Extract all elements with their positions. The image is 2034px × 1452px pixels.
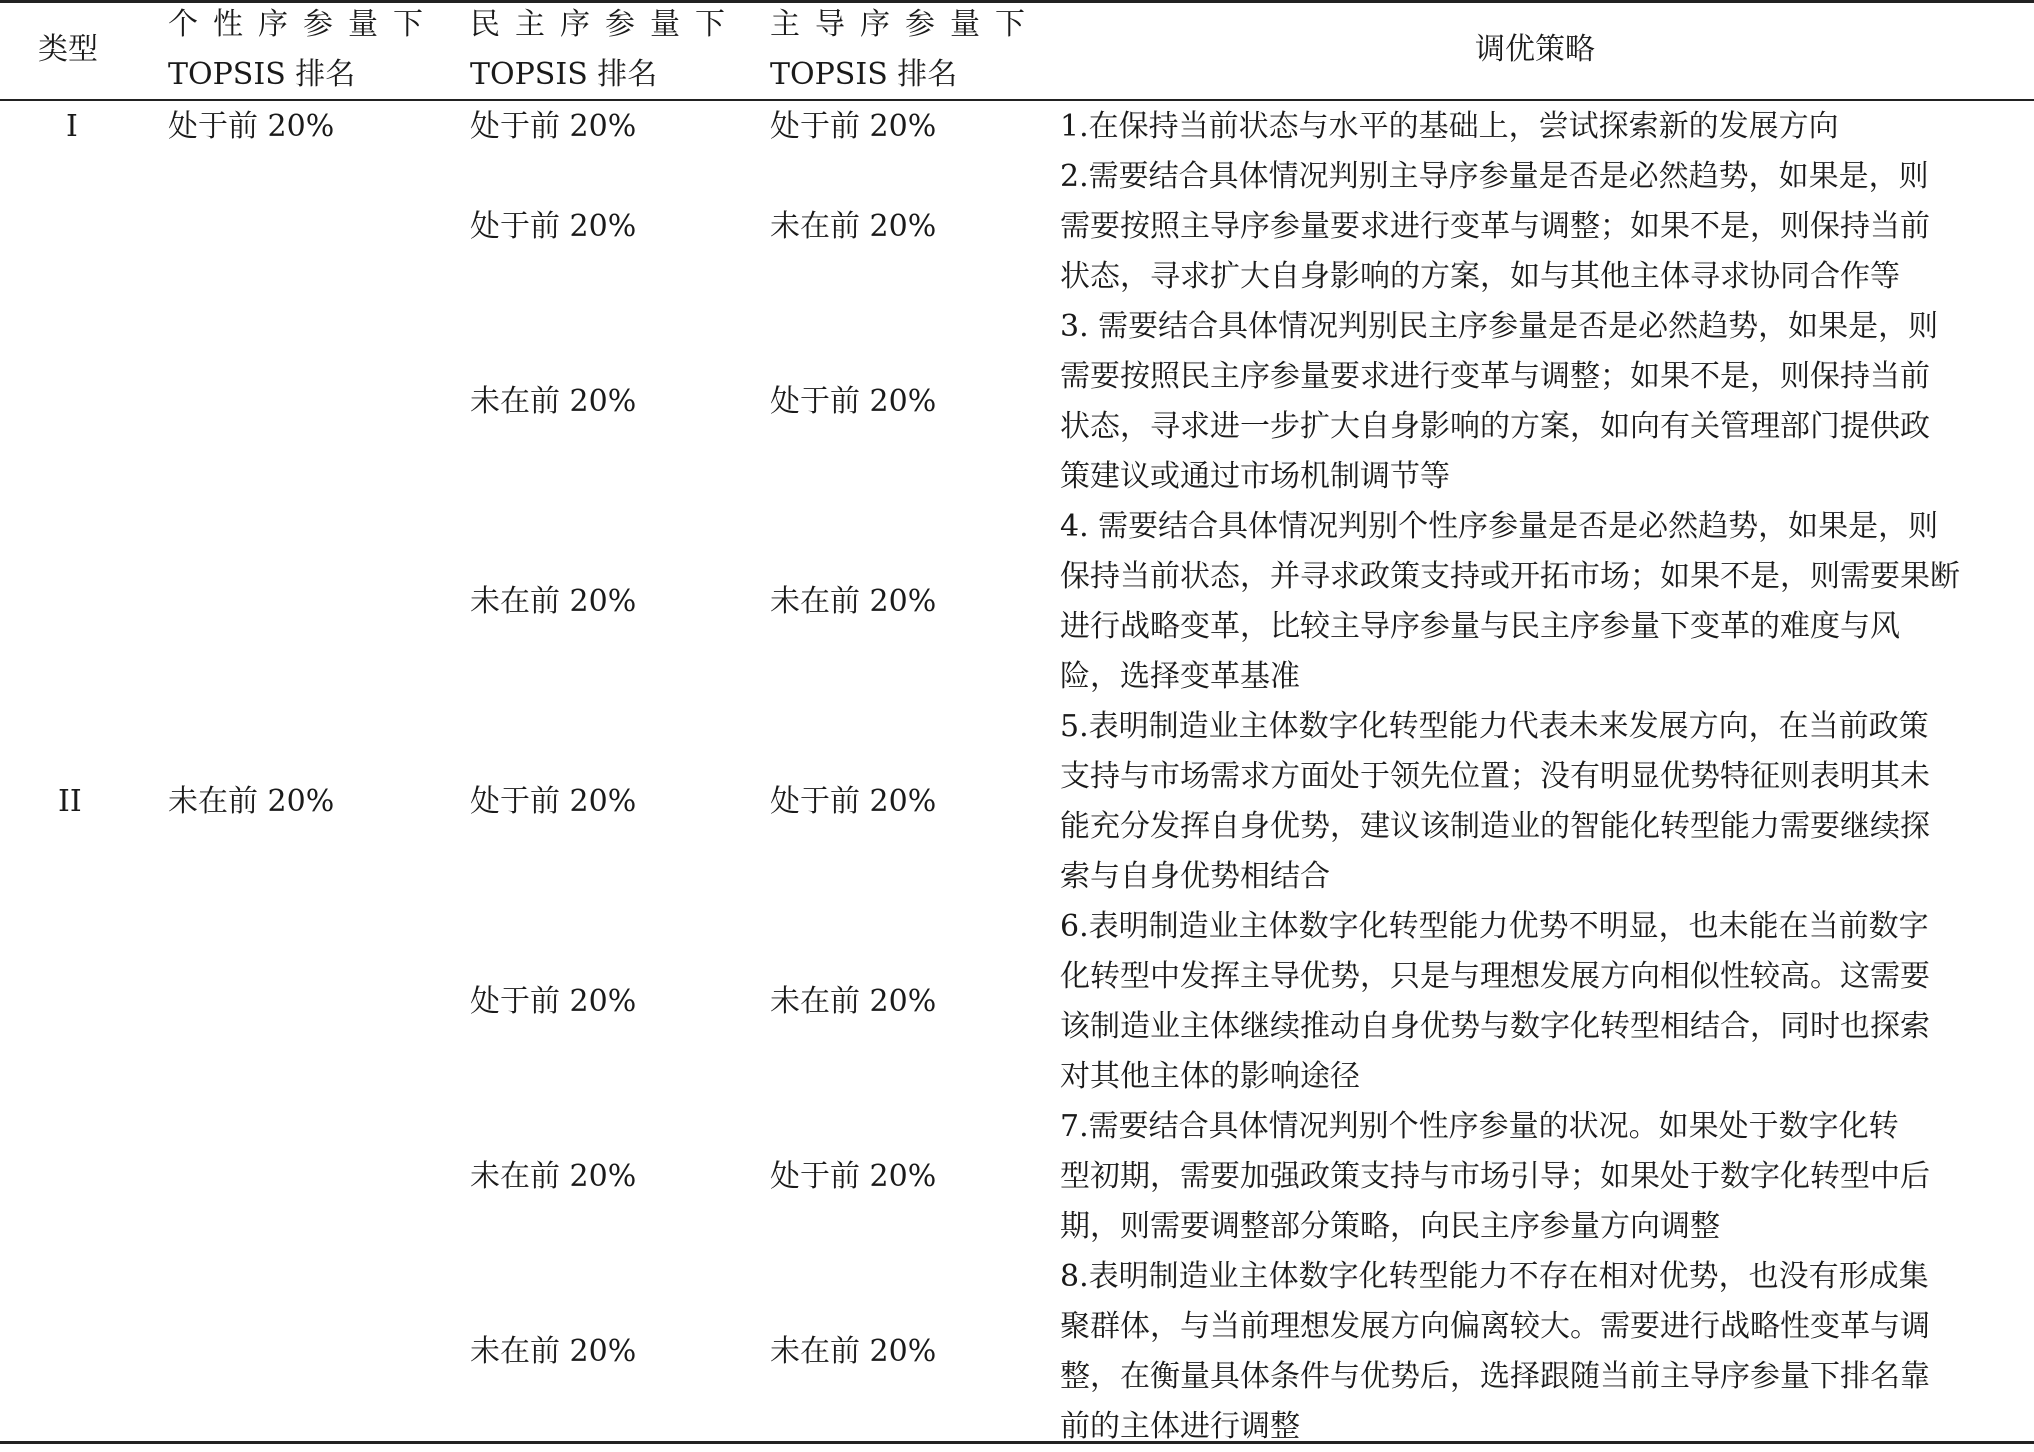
row-col2: 处于前 20% — [470, 109, 637, 144]
strategy-item — [1060, 702, 2020, 902]
header-col2-line2: TOPSIS 排名 — [470, 57, 658, 92]
strategy-line: 6.表明制造业主体数字化转型能力优势不明显，也未能在当前数字 — [1060, 909, 1929, 944]
strategy-line: 7.需要结合具体情况判别个性序参量的状况。如果处于数字化转 — [1060, 1109, 1899, 1144]
row-col3: 未在前 20% — [770, 209, 937, 244]
header-col1-line2: TOPSIS 排名 — [168, 57, 356, 92]
row-col3: 处于前 20% — [770, 384, 937, 419]
strategy-item — [1060, 102, 2020, 152]
strategy-line: 状态，寻求进一步扩大自身影响的方案，如向有关管理部门提供政 — [1060, 409, 1930, 444]
strategy-line: 聚群体，与当前理想发展方向偏离较大。需要进行战略性变革与调 — [1060, 1309, 1930, 1344]
row-col3: 处于前 20% — [770, 784, 937, 819]
strategy-line: 保持当前状态，并寻求政策支持或开拓市场；如果不是，则需要果断 — [1060, 559, 1960, 594]
row-col2: 未在前 20% — [470, 384, 637, 419]
row-col1: 未在前 20% — [168, 784, 335, 819]
strategy-line: 1.在保持当前状态与水平的基础上，尝试探索新的发展方向 — [1060, 109, 1839, 144]
strategy-item — [1060, 1252, 2020, 1452]
strategy-line: 前的主体进行调整 — [1060, 1409, 1300, 1444]
row-col3: 处于前 20% — [770, 1159, 937, 1194]
strategy-line: 整，在衡量具体条件与优势后，选择跟随当前主导序参量下排名靠 — [1060, 1359, 1930, 1394]
strategy-line: 化转型中发挥主导优势，只是与理想发展方向相似性较高。这需要 — [1060, 959, 1930, 994]
strategy-line: 策建议或通过市场机制调节等 — [1060, 459, 1450, 494]
row-col2: 处于前 20% — [470, 784, 637, 819]
strategy-line: 需要按照民主序参量要求进行变革与调整；如果不是，则保持当前 — [1060, 359, 1930, 394]
row-col3: 未在前 20% — [770, 1334, 937, 1369]
strategy-line: 进行战略变革，比较主导序参量与民主序参量下变革的难度与风 — [1060, 609, 1900, 644]
strategy-line: 能充分发挥自身优势，建议该制造业的智能化转型能力需要继续探 — [1060, 809, 1930, 844]
strategy-line: 4. 需要结合具体情况判别个性序参量是否是必然趋势，如果是，则 — [1060, 509, 1939, 544]
row-col3: 未在前 20% — [770, 984, 937, 1019]
row-type: I — [66, 109, 78, 144]
strategy-line: 支持与市场需求方面处于领先位置；没有明显优势特征则表明其未 — [1060, 759, 1930, 794]
row-col2: 处于前 20% — [470, 984, 637, 1019]
row-col2: 未在前 20% — [470, 1334, 637, 1369]
header-strategy: 调优策略 — [1475, 32, 1595, 67]
strategy-item — [1060, 502, 2020, 702]
strategy-line: 状态，寻求扩大自身影响的方案，如与其他主体寻求协同合作等 — [1060, 259, 1900, 294]
row-type: II — [58, 784, 82, 819]
row-col3: 未在前 20% — [770, 584, 937, 619]
strategy-line: 对其他主体的影响途径 — [1060, 1059, 1360, 1094]
row-col2: 未在前 20% — [470, 584, 637, 619]
header-col2-line1: 民主序参量下 — [470, 7, 740, 42]
row-col2: 处于前 20% — [470, 209, 637, 244]
header-col1-line1: 个性序参量下 — [168, 7, 438, 42]
header-col3-line2: TOPSIS 排名 — [770, 57, 958, 92]
strategy-line: 2.需要结合具体情况判别主导序参量是否是必然趋势，如果是，则 — [1060, 159, 1929, 194]
strategy-line: 需要按照主导序参量要求进行变革与调整；如果不是，则保持当前 — [1060, 209, 1930, 244]
strategy-line: 期，则需要调整部分策略，向民主序参量方向调整 — [1060, 1209, 1720, 1244]
strategy-line: 3. 需要结合具体情况判别民主序参量是否是必然趋势，如果是，则 — [1060, 309, 1939, 344]
row-col1: 处于前 20% — [168, 109, 335, 144]
strategy-line: 型初期，需要加强政策支持与市场引导；如果处于数字化转型中后 — [1060, 1159, 1930, 1194]
strategy-item — [1060, 1102, 2020, 1252]
strategy-line: 索与自身优势相结合 — [1060, 859, 1330, 894]
strategy-item — [1060, 902, 2020, 1102]
strategy-line: 8.表明制造业主体数字化转型能力不存在相对优势，也没有形成集 — [1060, 1259, 1929, 1294]
strategy-line: 险，选择变革基准 — [1060, 659, 1300, 694]
strategy-item — [1060, 152, 2020, 302]
row-col2: 未在前 20% — [470, 1159, 637, 1194]
row-col3: 处于前 20% — [770, 109, 937, 144]
header-type: 类型 — [38, 32, 98, 67]
strategy-item — [1060, 302, 2020, 502]
strategy-line: 该制造业主体继续推动自身优势与数字化转型相结合，同时也探索 — [1060, 1009, 1930, 1044]
header-col3-line1: 主导序参量下 — [770, 7, 1040, 42]
strategy-line: 5.表明制造业主体数字化转型能力代表未来发展方向，在当前政策 — [1060, 709, 1929, 744]
